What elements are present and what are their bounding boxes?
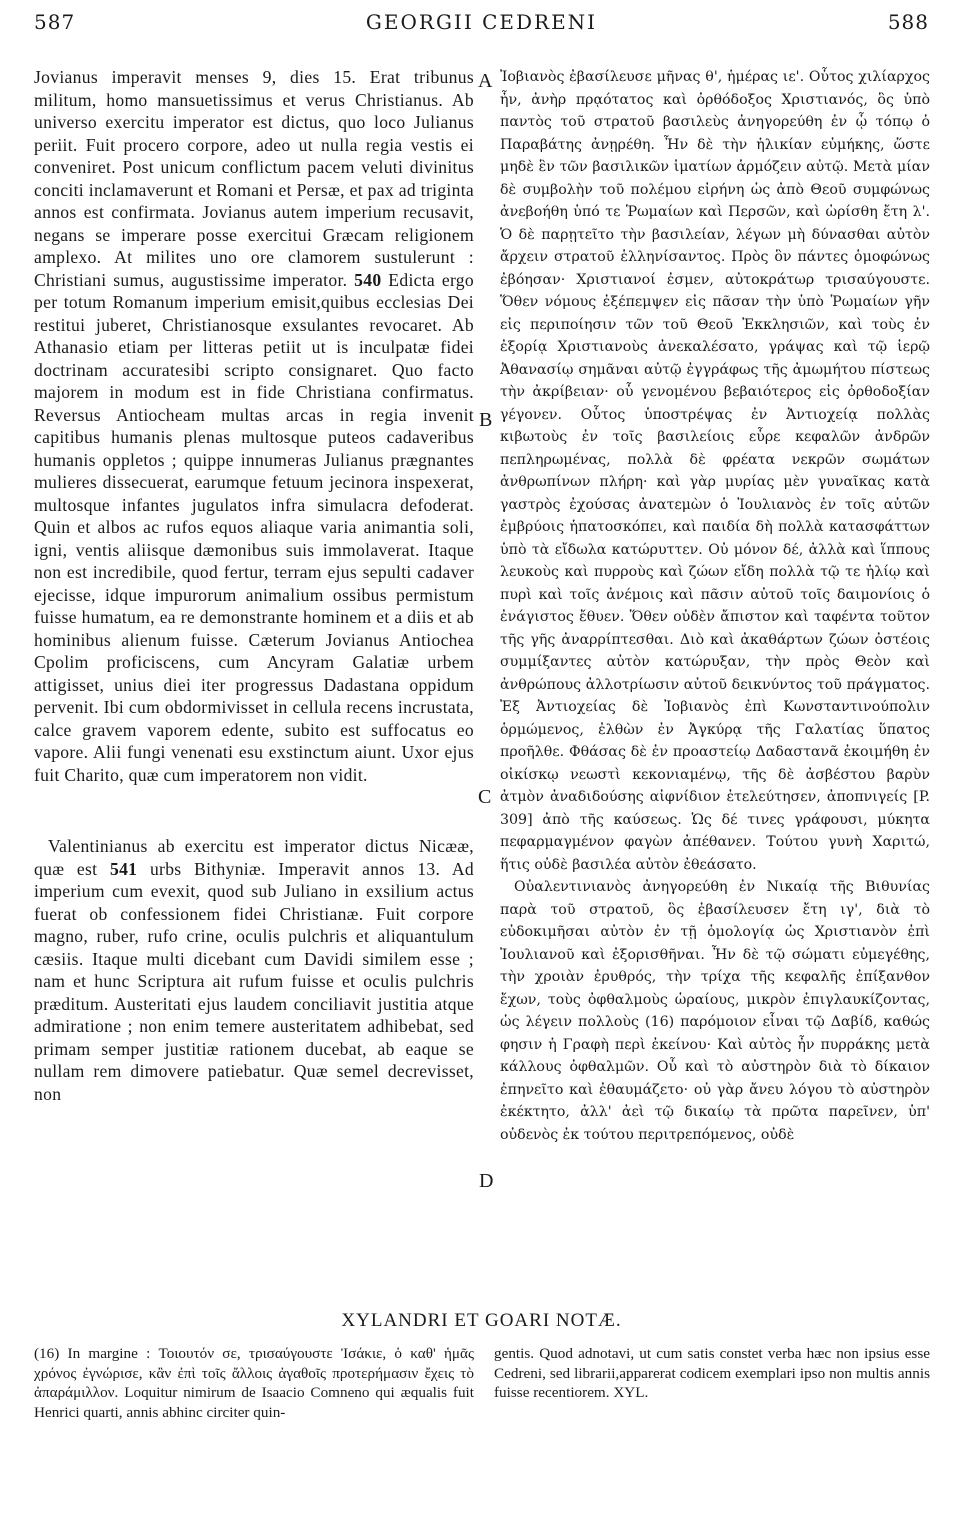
- footnote-left: (16) In margine : Τοιουτόν σε, τρισαύγουστε Ἰσάκιε, ὁ καθ' ἡμᾶς χρόνος ἐγνώρισε, κἂν ἐπὶ τοῖς ἄλλοις ἀγαθοῖς προτερήμασιν ἔχεις τὸ ἀπαράμιλλον. Loquitur nimirum de Isaacio Comneno qui æqualis fuit Henrici quarti, annis abhinc circiter quin-: [34, 1345, 474, 1421]
- latin-text: Valentinianus ab exercitu est imperator dictus Nicææ, quæ est: [34, 836, 474, 879]
- page-number-right: 588: [887, 10, 929, 34]
- page-header: [0, 4, 963, 34]
- page-marker: 541: [109, 858, 138, 879]
- notes-title: XYLANDRI ET GOARI NOTÆ.: [341, 1310, 622, 1331]
- margin-letter-b: B: [479, 409, 493, 431]
- greek-paragraph-valentinianus: Οὐαλεντινιανὸς ἀνηγορεύθη ἐν Νικαίᾳ τῆς Βιθυνίας παρὰ τοῦ στρατοῦ, ὃς ἐβασίλευσεν ἔτη ιγ', διὰ τὸ εὐδοκιμῆσαι αὐτὸν ἐν τῇ ὁμολογίᾳ ὡς Χριστιανὸν ἐπὶ Ἰουλιανοῦ καὶ ἐξορισθῆναι. Ἦν δὲ τῷ σώματι εὐμεγέθης, τὴν χροιὰν ἐρυθρός, τὴν τρίχα τῆς κεφαλῆς ἐπίξανθον ἔχων, τοὺς ὀφθαλμοὺς ὡραίους, μικρὸν ἐπιγλαυκίζοντας, ὡς λέγειν πολλοὺς (16) παρόμοιον εἶναι τῷ Δαβίδ, καθώς φησιν ἡ Γραφὴ περὶ ἐκείνου· Καὶ αὐτὸς ἦν πυρράκης μετὰ κάλλους ὀφθαλμῶν. Οὗ καὶ τὸ αὐστηρὸν διὰ τὸ δίκαιον ἐπηνεῖτο καὶ ἐθαυμάζετο· οὐ γὰρ ἄνευ λόγου τὸ αὐστηρὸν ἐκέκτητο, ἀλλ' ἀεὶ τῷ δικαίῳ τὰ πρῶτα παρεῖνεν, ὑπ' οὐδενὸς ἐκ τούτου περιτρεπόμενος, οὐδὲ: [500, 879, 930, 1143]
- page-number-left: 587: [34, 10, 76, 34]
- margin-letter-d: D: [479, 1170, 494, 1192]
- latin-paragraph-jovianus: [34, 66, 474, 786]
- page-marker: 540: [354, 269, 382, 290]
- greek-column: [500, 66, 930, 1146]
- latin-text: urbs Bithyniæ. Imperavit annos 13. Ad imperium cum evexit, quod sub Juliano in exsilium actus fuerat ob confessionem fidei Christianæ. Fuit corpore magno, ruber, rufo crine, oculis pulchris et aliquantulum cæsiis. Itaque multi dicebant cum Davidi similem esse ; nam et hunc Scriptura ait rufum fuisse et oculis pulchris præditum. Austeritati ejus laudem conciliavit justitia atque admiratione ; non enim temere austeritatem adhibebat, sed primam semper justitiæ rationem ducebat, ab eaque se nullam rem dimovere patiebatur. Quæ semel decrevisset, non: [34, 858, 474, 1104]
- latin-text: Jovianus imperavit menses 9, dies 15. Erat tribunus militum, homo mansuetissimus et verus Christianus. Ab universo exercitu imperator est dictus, quo loco Julianus periit. Fuit procero corpore, adeo ut nulla regia vestis ei conveniret. Post unicum conflictum pacem veluti divinitus conciti inclamaverunt et Romani et Persæ, et pax ad triginta annos est confirmata. Jovianus autem imperium recusavit, negans se imperare posse exercitui Græcam religionem amplexo. At milites uno ore clamorem sustulerunt : Christiani sumus, augustissime imperator.: [34, 67, 474, 290]
- running-title: GEORGII CEDRENI: [365, 10, 598, 34]
- margin-letter-c: C: [478, 786, 492, 808]
- margin-letter-a: A: [478, 70, 493, 92]
- latin-paragraph-valentinianus: [34, 835, 474, 1105]
- greek-paragraph-jovianus: Ἰοβιανὸς ἐβασίλευσε μῆνας θ', ἡμέρας ιε'. Οὗτος χιλίαρχος ἦν, ἀνὴρ πρᾳότατος καὶ ὀρθόδοξος Χριστιανός, ὃς ὑπὸ παντὸς τοῦ στρατοῦ βασιλεὺς ἀνηγορεύθη ἐν ᾧ τόπῳ ὁ Παραβάτης ἀνῃρέθη. Ἦν δὲ τὴν ἡλικίαν εὐμήκης, ὥστε μηδὲ ἓν τῶν βασιλικῶν ἱματίων ἁρμόζειν αὐτῷ. Μετὰ μίαν δὲ συμβολὴν τοῦ πολέμου εἰρήνη ὡς ἀπὸ Θεοῦ συμφώνως ἀνεβοήθη ὑπό τε Ῥωμαίων καὶ Περσῶν, καὶ ὡρίσθη ἔτη λ'. Ὁ δὲ παρῃτεῖτο τὴν βασιλείαν, λέγων μὴ δύνασθαι αὐτὸν ἄρχειν στρατοῦ ἑλληνίσαντος. Πρὸς ὃν πάντες ὁμοφώνως ἐβόησαν· Χριστιανοί ἐσμεν, αὐτοκράτωρ τρισαύγουστε. Ὅθεν νόμους ἐξέπεμψεν εἰς πᾶσαν τὴν ὑπὸ Ῥωμαίων γῆν εἰς περιποίησιν τῶν τοῦ Θεοῦ Ἐκκλησιῶν, καὶ τοὺς ἐν ἐξορίᾳ Χριστιανοὺς ἀνεκαλέσατο, γράψας καὶ τῷ ἱερῷ Ἀθανασίῳ σημᾶναι αὐτῷ ἐγγράφως τῆς ἀμωμήτου πίστεως τὴν ἀκρίβειαν· οὗ γενομένου βεβαιότερος εἰς ὀρθοδοξίαν γέγονεν. Οὗτος ὑποστρέψας ἐν Ἀντιοχείᾳ πολλὰς κιβωτοὺς ἐν τοῖς βασιλείοις εὗρε κεφαλῶν ἀνδρῶν πεπληρωμένας, πολλὰ δὲ φρέατα νεκρῶν σωμάτων ἀνθρωπίνων πλήρη· καὶ γὰρ μυρίας μὲν γυναῖκας κατὰ γαστρὸς ἐχούσας ἀνατεμὼν ὁ Ἰουλιανὸς ἐν τοῖς αὐτῶν ἐμβρύοις ἡπατοσκόπει, καὶ παιδία δὴ πολλὰ κατασφάττων ὑπὸ τὰ εἴδωλα κατώρυττεν. Οὐ μόνον δέ, ἀλλὰ καὶ ἵππους λευκοὺς καὶ πυρροὺς καὶ ζώων εἴδη πολλὰ τῷ τε ἡλίῳ καὶ πυρὶ καὶ τοῖς ἀνέμοις καὶ πᾶσιν αὐτοῦ τοῖς δαιμονίοις ὁ ἐνάγιστος ἔθυεν. Ὅθεν οὐδὲν ἄπιστον καὶ ταφέντα τοῦτον τῆς γῆς ἀναρρίπτεσθαι. Διὸ καὶ ἀκαθάρτων ζώων ὀστέοις συμμίξαντες αὐτὸν κατώρυξαν, τὴν πρὸς Θεὸν καὶ ἀνθρώπους ἀλλοτρίωσιν αὐτοῦ δεικνύντος τοῦ πράγματος. Ἐξ Ἀντιοχείας δὲ Ἰοβιανὸς ἐπὶ Κωνσταντινούπολιν ὁρμώμενος, ἐλθὼν ἐν Ἀγκύρᾳ τῆς Γαλατίας ὕπατος προῆλθε. Φθάσας δὲ ἐν προαστείῳ Δαδαστανᾶ ἐκοιμήθη ἐν οἰκίσκῳ νεωστὶ κεκονιαμένῳ, τῆς δὲ ἀσβέστου βαρὺν ἀτμὸν ἀναδιδούσης αἰφνίδιον ἐτελεύτησεν, ἀποπνιγείς [P. 309] ἀπὸ τῆς καύσεως. Ὡς δέ τινες γράφουσι, μύκητα πεφαρμαγμένον φαγὼν ἀπέθανεν. Τούτου γυνὴ Χαριτώ, ἥτις οὐδὲ βασιλέα αὐτὸν ἐθεάσατο.: [500, 69, 930, 873]
- latin-column: [34, 66, 474, 1105]
- latin-text: Edicta ergo per totum Romanum imperium emisit,quibus ecclesias Dei restitui juberet, Christianosque exsulantes revocaret. Ab Athanasio etiam per litteras petiit ut is inculpatæ fidei doctrinam accuratesibi scripto consignaret. Quo facto majorem in modum est in fide Christiana confirmatus. Reversus Antiocheam multas arcas in regia invenit capitibus humanis plenas multosque puteos cadaveribus humanis oppletos ; quippe innumeras Julianus prægnantes mulieres dissecuerat, earumque fetuum jecinora inspexerat, multosque infantes jugulatos infra simulacra defoderat. Quin et albos ac rufos equos aliaque varia animantia soli, igni, ventis aliisque dæmonibus suis immolaverat. Itaque non est incredibile, quod fertur, terram ejus sepulti cadaver ejecisse, idque impurorum animalium ossibus permistum fuisse humatum, ea re demonstrante hominem et a diis et ab hominibus alienum fuisse. Cæterum Jovianus Antiochea Cpolim proficiscens, cum Ancyram Galatiæ urbem attigisset, unius diei iter progressus Dadastana oppidum pervenit. Ibi cum obdormivisset in cellula recens incrustata, calce gravem vaporem edente, subito est suffocatus eo vapore. Alii fungi venenati esu exstinctum aiunt. Uxor ejus fuit Charito, quæ cum imperatorem non vidit.: [34, 269, 474, 785]
- footnote-right: gentis. Quod adnotavi, ut cum satis constet verba hæc non ipsius esse Cedreni, sed librarii,apparerat codicem exemplari ipso non multis annis fuisse recentiorem. XYL.: [494, 1345, 930, 1401]
